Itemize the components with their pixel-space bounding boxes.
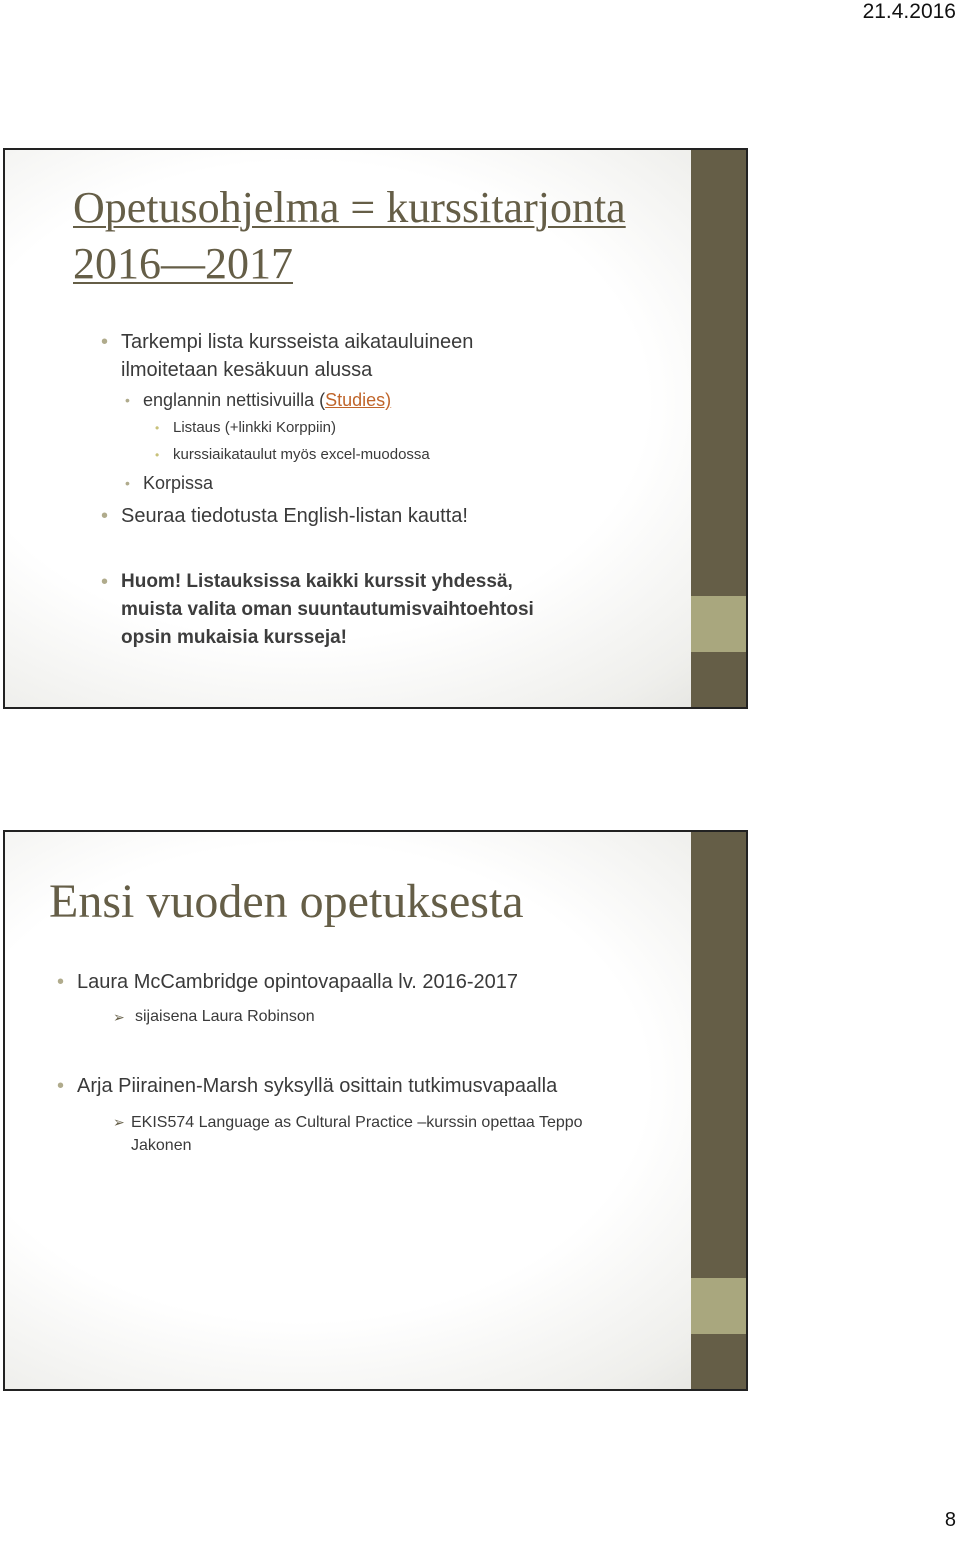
list-item	[113, 1006, 315, 1028]
side-accent	[691, 596, 746, 652]
list-item	[101, 502, 468, 530]
list-item-text: Seuraa tiedotusta English-listan kautta!	[121, 505, 468, 527]
bullet-icon: •	[155, 448, 160, 462]
bullet-icon: •	[101, 571, 109, 593]
list-item-text: Korpissa	[143, 473, 214, 493]
list-item-text: muista valita oman suuntautumisvaihtoehtosi	[121, 599, 534, 620]
bullet-icon: •	[101, 331, 109, 353]
list-item-text: Laura McCambridge opintovapaalla lv. 2016-2017	[77, 971, 519, 993]
slide-title: Ensi vuoden opetuksesta	[49, 875, 524, 928]
bullet-icon: •	[125, 392, 130, 408]
list-item	[101, 568, 534, 652]
page-number: 8	[944, 1509, 956, 1531]
bullet-icon: •	[57, 1075, 65, 1097]
slide-1	[3, 148, 748, 709]
list-item	[155, 444, 430, 466]
list-item	[101, 328, 473, 384]
list-item-text: Listaus (+linkki Korppiin)	[173, 419, 336, 436]
slide-2	[3, 830, 748, 1391]
list-item	[113, 1111, 583, 1157]
bullet-icon: •	[125, 475, 130, 491]
list-item-text: englannin nettisivuilla (	[143, 390, 326, 410]
list-item-text: Arja Piirainen-Marsh syksyllä osittain tutkimusvapaalla	[77, 1075, 558, 1097]
list-item-text: Tarkempi lista kursseista aikatauluineen	[121, 331, 474, 353]
bullet-icon: •	[101, 505, 109, 527]
studies-link[interactable]: Studies)	[325, 390, 392, 410]
page-date: 21.4.2016	[862, 0, 956, 23]
bullet-icon: •	[57, 971, 65, 993]
list-item-text: Jakonen	[131, 1137, 192, 1154]
list-item	[125, 388, 391, 412]
side-accent	[691, 1278, 746, 1334]
title-line-2: 2016—2017	[73, 239, 293, 288]
list-item	[155, 417, 336, 439]
list-item-text: Huom! Listauksissa kaikki kurssit yhdessä,	[121, 571, 513, 592]
list-item-text: ilmoitetaan kesäkuun alussa	[121, 359, 373, 381]
list-item-text: opsin mukaisia kursseja!	[121, 627, 347, 648]
arrow-bullet-icon: ➢	[113, 1009, 125, 1025]
list-item-text: kurssiaikataulut myös excel-muodossa	[173, 446, 430, 463]
list-item	[125, 471, 213, 495]
bullet-icon: •	[155, 421, 160, 435]
list-item	[57, 1072, 557, 1100]
slide-title	[73, 180, 626, 292]
arrow-bullet-icon: ➢	[113, 1114, 125, 1130]
list-item	[57, 968, 518, 996]
title-line-1: Opetusohjelma = kurssitarjonta	[73, 183, 626, 232]
list-item-text: sijaisena Laura Robinson	[135, 1008, 315, 1025]
list-item-text: EKIS574 Language as Cultural Practice –kurssin opettaa Teppo	[131, 1114, 583, 1131]
